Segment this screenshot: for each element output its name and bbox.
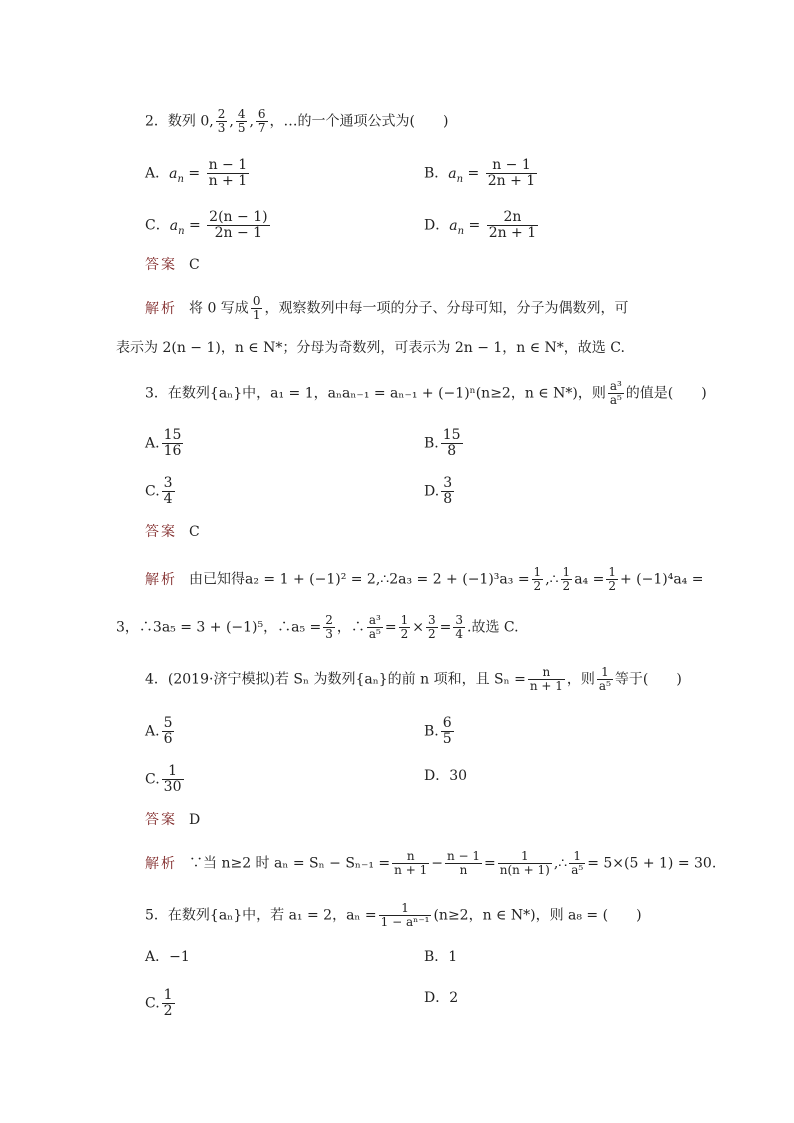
fraction: $\frac{4}{5}$ xyxy=(237,107,246,135)
q3-option-a: A. $\frac{15}{16}$ xyxy=(145,427,182,459)
q3-option-b: B. $\frac{15}{8}$ xyxy=(424,427,461,459)
fraction: $\frac{2}{3}$ xyxy=(217,107,226,135)
q3-option-d: D. $\frac{3}{8}$ xyxy=(424,475,453,507)
q2-stem: 2．数列 0, $\frac{2}{3}$ , $\frac{4}{5}$ , $\frac{6}{7}$ ，…的一个通项公式为( ) xyxy=(145,107,449,135)
q2-analysis-line2: 表示为 2(n − 1)，n ∈ N*；分母为奇数列，可表示为 2n − 1，n ∈ N*，故选 C. xyxy=(116,340,625,356)
q5-option-a: A．−1 xyxy=(145,949,190,965)
q3-stem: 3．在数列{aₙ}中，a₁ = 1，aₙaₙ₋₁ = aₙ₋₁ + (−1)ⁿ(n≥2，n ∈ N*)，则 $\frac{\text{a³}}{\text{a⁵}}$ 的值是( ) xyxy=(145,379,707,407)
q4-analysis: 解析 ∵当 n≥2 时 aₙ = Sₙ − Sₙ₋₁ = $\frac{n}{n + 1}$ − $\frac{n - 1}{n}$ = $\frac{1}{n(n + 1)}$ ,∴ $\frac{1}{\text{a⁵}}$ = 5×(5 + 1) = 30. xyxy=(145,849,717,877)
q3-option-c: C. $\frac{3}{4}$ xyxy=(145,475,173,507)
q5-option-d: D．2 xyxy=(424,990,459,1006)
q5-stem: 5．在数列{aₙ}中，若 a₁ = 2，aₙ = $\frac{1}{\text{1 − aⁿ⁻¹}}$ (n≥2，n ∈ N*)，则 a₈ = ( ) xyxy=(145,901,642,929)
q4-option-d: D．30 xyxy=(424,768,468,784)
q4-answer: 答案 D xyxy=(145,812,201,828)
q4-option-c: C. $\frac{1}{30}$ xyxy=(145,763,182,795)
q2-analysis-line1: 解析 将 0 写成 $\frac{0}{1}$ ，观察数列中每一项的分子、分母可知，分子为偶数列，可 xyxy=(145,294,629,322)
q5-option-c: C. $\frac{1}{2}$ xyxy=(145,987,173,1019)
fraction: $\frac{6}{7}$ xyxy=(257,107,266,135)
q3-analysis-line1: 解析 由已知得a₂ = 1 + (−1)² = 2,∴2a₃ = 2 + (−1)³a₃ = $\frac{1}{2}$ ,∴ $\frac{1}{2}$ a₄ = $\frac{1}{2}$ + (−1)⁴a₄ = xyxy=(145,565,704,593)
q3-analysis-line2: 3，∴3a₅ = 3 + (−1)⁵，∴a₅ = $\frac{2}{3}$ ，∴ $\frac{\text{a³}}{\text{a⁵}}$ = $\frac{1}{2}$ × $\frac{3}{2}$ = $\frac{3}{4}$ .故选 C. xyxy=(116,613,519,641)
q2-answer: 答案 C xyxy=(145,257,200,273)
q5-option-b: B．1 xyxy=(424,949,458,965)
q2-option-c: C．$a_n$ = $\frac{2(n - 1)}{2n - 1}$ xyxy=(145,209,268,241)
q2-option-a: A．$a_n$ = $\frac{n - 1}{n + 1}$ xyxy=(145,157,248,189)
q3-answer: 答案 C xyxy=(145,524,200,540)
q4-option-a: A. $\frac{5}{6}$ xyxy=(145,715,173,747)
q4-stem: 4．(2019·济宁模拟)若 Sₙ 为数列{aₙ}的前 n 项和，且 Sₙ = $\frac{n}{n + 1}$ ，则 $\frac{1}{\text{a⁵}}$ 等于( ) xyxy=(145,665,682,693)
q2-option-d: D．$a_n$ = $\frac{2n}{2n + 1}$ xyxy=(424,209,537,241)
q4-option-b: B. $\frac{6}{5}$ xyxy=(424,715,452,747)
q2-option-b: B．$a_n$ = $\frac{n - 1}{2n + 1}$ xyxy=(424,157,536,189)
